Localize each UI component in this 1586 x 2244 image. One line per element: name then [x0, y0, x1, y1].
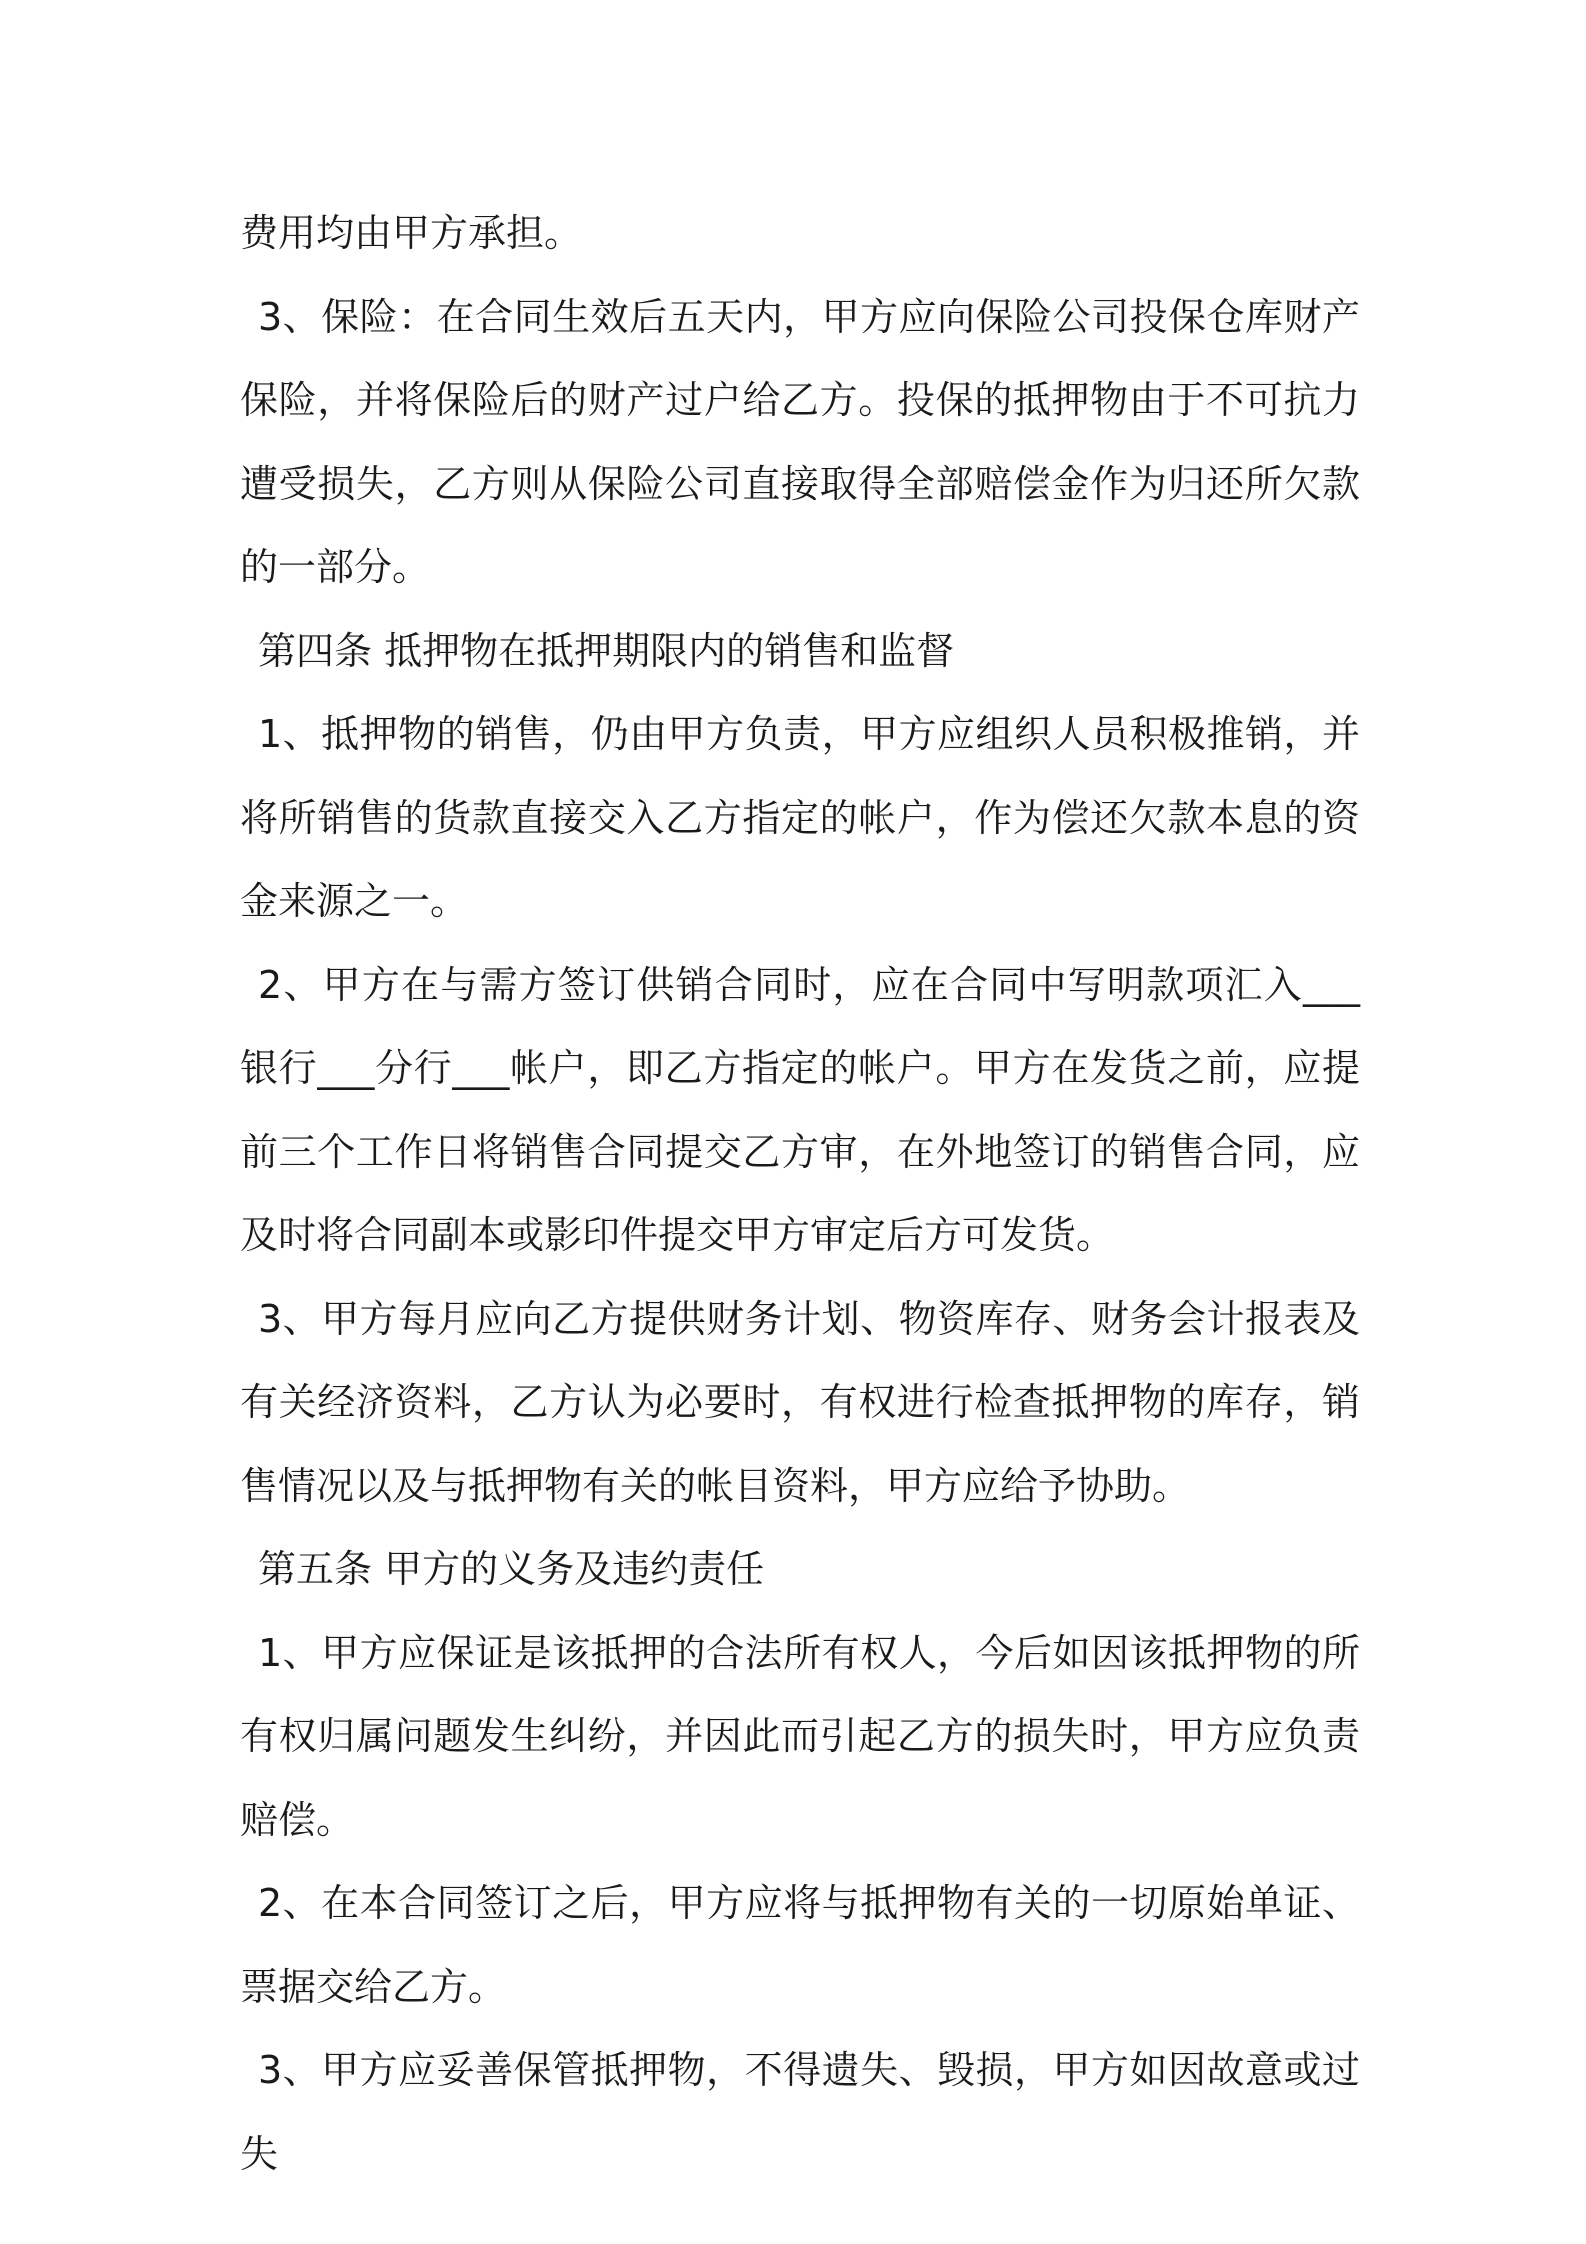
- document-body: [240, 192, 1360, 2196]
- paragraph-financial-reports: 3、甲方每月应向乙方提供财务计划、物资库存、财务会计报表及有关经济资料，乙方认为必要时，有权进行检查抵押物的库存，销售情况以及与抵押物有关的帐目资料，甲方应给予协助。: [240, 1296, 1360, 1508]
- paragraph-continuation: 费用均由甲方承担。: [240, 211, 583, 255]
- paragraph-documents: 2、在本合同签订之后，甲方应将与抵押物有关的一切原始单证、票据交给乙方。: [240, 1881, 1360, 2009]
- article-4-heading: 第四条 抵押物在抵押期限内的销售和监督: [258, 628, 955, 673]
- paragraph-contract-signing: 2、甲方在与需方签订供销合同时，应在合同中写明款项汇入___银行___分行___帐户，即乙方指定的帐户。甲方在发货之前，应提前三个工作日将销售合同提交乙方审，在外地签订的销售合同，应及时将合同副本或影印件提交甲方审定后方可发货。: [240, 962, 1360, 1257]
- paragraph-insurance: 3、保险：在合同生效后五天内，甲方应向保险公司投保仓库财产保险，并将保险后的财产过户给乙方。投保的抵押物由于不可抗力遭受损失，乙方则从保险公司直接取得全部赔偿金作为归还所欠款的一部分。: [240, 294, 1360, 589]
- paragraph-sales: 1、抵押物的销售，仍由甲方负责，甲方应组织人员积极推销，并将所销售的货款直接交入乙方指定的帐户，作为偿还欠款本息的资金来源之一。: [240, 712, 1360, 923]
- paragraph-ownership: 1、甲方应保证是该抵押的合法所有权人，今后如因该抵押物的所有权归属问题发生纠纷，并因此而引起乙方的损失时，甲方应负责赔偿。: [240, 1630, 1360, 1842]
- paragraph-safekeeping: 3、甲方应妥善保管抵押物，不得遗失、毁损，甲方如因故意或过失: [240, 2048, 1360, 2176]
- article-5-heading: 第五条 甲方的义务及违约责任: [258, 1547, 765, 1591]
